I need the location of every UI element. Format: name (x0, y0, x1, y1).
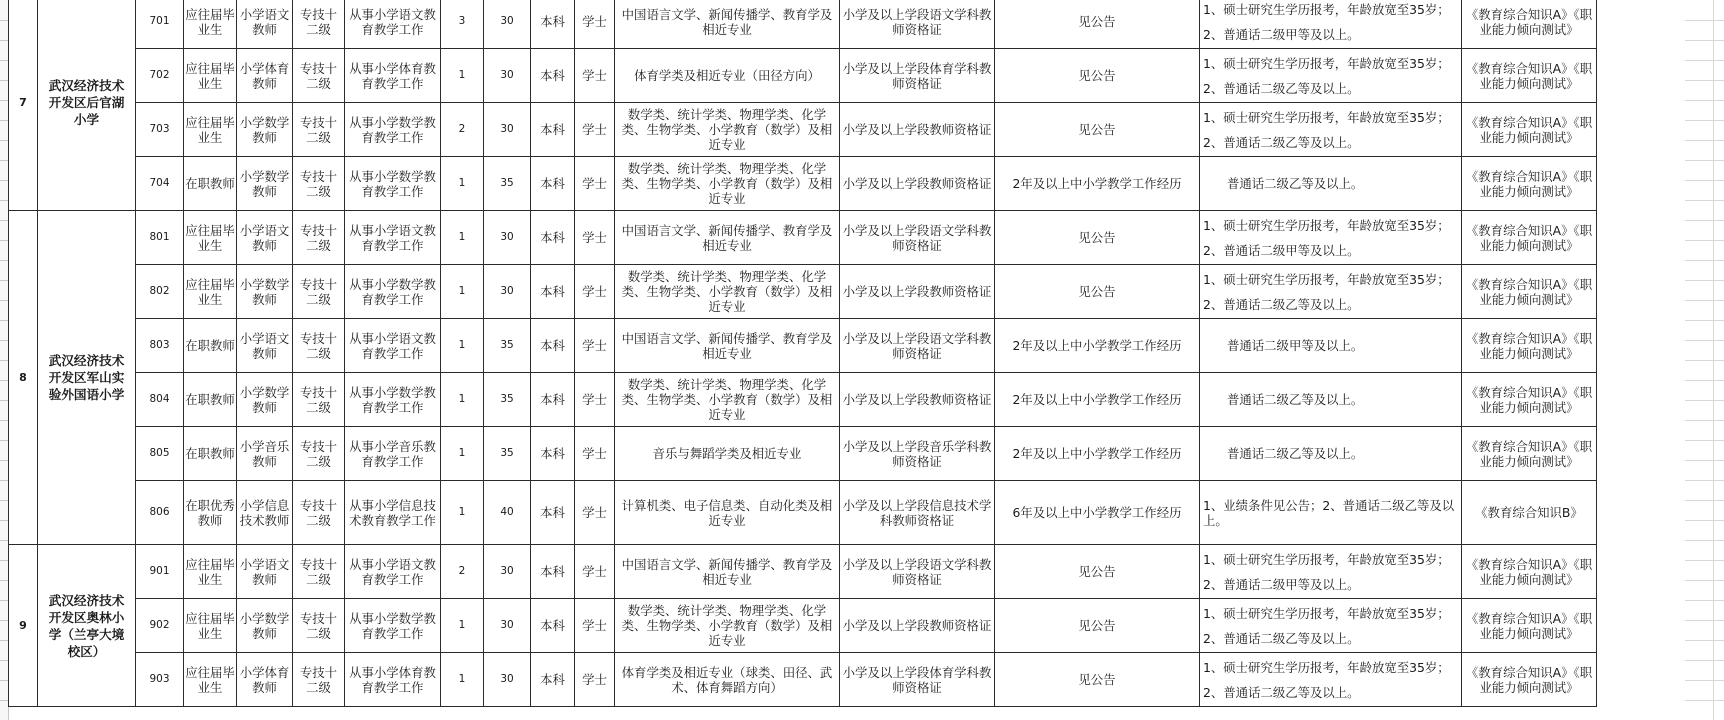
table-row (9, 319, 1686, 373)
code-cell: 901 (136, 545, 184, 599)
other-requirements-cell (1200, 545, 1462, 599)
education-cell: 本科 (531, 427, 575, 481)
major-cell: 数学类、统计学类、物理学类、化学类、生物学类、小学教育（数学）及相近专业 (615, 373, 840, 427)
work-content-cell: 从事小学语文教育教学工作 (345, 319, 441, 373)
requirement-line-1: 1、硕士研究生学历报考，年龄放宽至35岁； (1203, 109, 1450, 125)
education-cell: 本科 (531, 481, 575, 545)
category-cell: 在职教师 (184, 373, 237, 427)
experience-cell: 见公告 (995, 0, 1200, 49)
level-cell: 专技十二级 (293, 265, 345, 319)
degree-cell: 学士 (575, 211, 615, 265)
post-name-cell: 小学语文教师 (237, 545, 293, 599)
requirement-line-1: 1、硕士研究生学历报考，年龄放宽至35岁； (1203, 1, 1450, 17)
table-row (9, 427, 1686, 481)
requirement-line-2: 2、普通话二级乙等及以上。 (1203, 134, 1360, 150)
school-name-cell: 武汉经济技术开发区后官湖小学 (38, 0, 136, 211)
table-row (9, 211, 1686, 265)
certificate-cell: 小学及以上学段体育学科教师资格证 (840, 49, 995, 103)
exam-subject-cell: 《教育综合知识A》《职业能力倾向测试》 (1462, 103, 1597, 157)
certificate-cell: 小学及以上学段教师资格证 (840, 265, 995, 319)
experience-cell: 2年及以上中小学教学工作经历 (995, 427, 1200, 481)
certificate-cell: 小学及以上学段信息技术学科教师资格证 (840, 481, 995, 545)
experience-cell: 见公告 (995, 211, 1200, 265)
work-content-cell: 从事小学信息技术教育教学工作 (345, 481, 441, 545)
age-limit-cell: 35 (484, 157, 531, 211)
work-content-cell: 从事小学数学教育教学工作 (345, 265, 441, 319)
experience-cell: 2年及以上中小学教学工作经历 (995, 157, 1200, 211)
count-cell: 1 (441, 653, 484, 707)
education-cell: 本科 (531, 103, 575, 157)
work-content-cell: 从事小学数学教育教学工作 (345, 373, 441, 427)
count-cell: 2 (441, 545, 484, 599)
code-cell: 804 (136, 373, 184, 427)
age-limit-cell: 30 (484, 545, 531, 599)
certificate-cell: 小学及以上学段音乐学科教师资格证 (840, 427, 995, 481)
code-cell: 702 (136, 49, 184, 103)
exam-subject-cell: 《教育综合知识A》《职业能力倾向测试》 (1462, 211, 1597, 265)
experience-cell: 见公告 (995, 545, 1200, 599)
school-name-cell: 武汉经济技术开发区军山实验外国语小学 (38, 211, 136, 545)
post-name-cell: 小学语文教师 (237, 319, 293, 373)
age-limit-cell: 30 (484, 211, 531, 265)
level-cell: 专技十二级 (293, 103, 345, 157)
education-cell: 本科 (531, 49, 575, 103)
category-cell: 应往届毕业生 (184, 265, 237, 319)
code-cell: 902 (136, 599, 184, 653)
major-cell: 数学类、统计学类、物理学类、化学类、生物学类、小学教育（数学）及相近专业 (615, 599, 840, 653)
post-name-cell: 小学语文教师 (237, 211, 293, 265)
age-limit-cell: 35 (484, 319, 531, 373)
degree-cell: 学士 (575, 319, 615, 373)
requirement-line-2: 2、普通话二级乙等及以上。 (1203, 80, 1360, 96)
other-requirements-cell (1200, 653, 1462, 707)
other-requirements-cell (1200, 49, 1462, 103)
certificate-cell: 小学及以上学段语文学科教师资格证 (840, 545, 995, 599)
code-cell: 701 (136, 0, 184, 49)
degree-cell: 学士 (575, 0, 615, 49)
education-cell: 本科 (531, 373, 575, 427)
degree-cell: 学士 (575, 157, 615, 211)
category-cell: 在职教师 (184, 157, 237, 211)
table-row (9, 599, 1686, 653)
certificate-cell: 小学及以上学段语文学科教师资格证 (840, 211, 995, 265)
code-cell: 704 (136, 157, 184, 211)
other-requirements-cell: 普通话二级乙等及以上。 (1200, 373, 1462, 427)
degree-cell: 学士 (575, 103, 615, 157)
education-cell: 本科 (531, 157, 575, 211)
major-cell: 中国语言文学、新闻传播学、教育学及相近专业 (615, 0, 840, 49)
experience-cell: 6年及以上中小学教学工作经历 (995, 481, 1200, 545)
exam-subject-cell: 《教育综合知识A》《职业能力倾向测试》 (1462, 0, 1597, 49)
post-name-cell: 小学数学教师 (237, 265, 293, 319)
certificate-cell: 小学及以上学段语文学科教师资格证 (840, 319, 995, 373)
other-requirements-cell (1200, 599, 1462, 653)
table-row (9, 157, 1686, 211)
level-cell: 专技十二级 (293, 373, 345, 427)
requirement-line-1: 1、硕士研究生学历报考，年龄放宽至35岁； (1203, 55, 1450, 71)
code-cell: 903 (136, 653, 184, 707)
table-row (9, 373, 1686, 427)
requirement-line-1: 1、硕士研究生学历报考，年龄放宽至35岁； (1203, 659, 1450, 675)
requirement-line-1: 1、硕士研究生学历报考，年龄放宽至35岁； (1203, 551, 1450, 567)
post-name-cell: 小学体育教师 (237, 49, 293, 103)
other-requirements-cell: 普通话二级甲等及以上。 (1200, 319, 1462, 373)
requirement-line-2: 2、普通话二级乙等及以上。 (1203, 684, 1360, 700)
level-cell: 专技十二级 (293, 211, 345, 265)
category-cell: 应往届毕业生 (184, 211, 237, 265)
level-cell: 专技十二级 (293, 481, 345, 545)
exam-subject-cell: 《教育综合知识A》《职业能力倾向测试》 (1462, 427, 1597, 481)
work-content-cell: 从事小学体育教育教学工作 (345, 49, 441, 103)
certificate-cell: 小学及以上学段教师资格证 (840, 599, 995, 653)
count-cell: 1 (441, 265, 484, 319)
group-index-cell: 7 (9, 0, 38, 211)
age-limit-cell: 30 (484, 103, 531, 157)
work-content-cell: 从事小学数学教育教学工作 (345, 157, 441, 211)
experience-cell: 见公告 (995, 599, 1200, 653)
degree-cell: 学士 (575, 599, 615, 653)
education-cell: 本科 (531, 211, 575, 265)
requirement-line-2: 2、普通话二级乙等及以上。 (1203, 630, 1360, 646)
count-cell: 1 (441, 211, 484, 265)
code-cell: 806 (136, 481, 184, 545)
post-name-cell: 小学数学教师 (237, 373, 293, 427)
count-cell: 1 (441, 373, 484, 427)
category-cell: 在职教师 (184, 319, 237, 373)
work-content-cell: 从事小学语文教育教学工作 (345, 0, 441, 49)
school-name-cell: 武汉经济技术开发区奥林小学（兰亭大境校区） (38, 545, 136, 707)
requirement-line-1: 1、硕士研究生学历报考，年龄放宽至35岁； (1203, 217, 1450, 233)
count-cell: 1 (441, 49, 484, 103)
other-requirements-cell: 1、业绩条件见公告；2、普通话二级乙等及以上。 (1200, 481, 1462, 545)
experience-cell: 见公告 (995, 103, 1200, 157)
table-row (9, 265, 1686, 319)
major-cell: 音乐与舞蹈学类及相近专业 (615, 427, 840, 481)
age-limit-cell: 30 (484, 265, 531, 319)
exam-subject-cell: 《教育综合知识A》《职业能力倾向测试》 (1462, 265, 1597, 319)
table-row (9, 545, 1686, 599)
certificate-cell: 小学及以上学段体育学科教师资格证 (840, 653, 995, 707)
experience-cell: 见公告 (995, 653, 1200, 707)
table-row (9, 49, 1686, 103)
age-limit-cell: 40 (484, 481, 531, 545)
post-name-cell: 小学数学教师 (237, 103, 293, 157)
category-cell: 应往届毕业生 (184, 599, 237, 653)
other-requirements-cell: 普通话二级乙等及以上。 (1200, 427, 1462, 481)
exam-subject-cell: 《教育综合知识A》《职业能力倾向测试》 (1462, 545, 1597, 599)
work-content-cell: 从事小学语文教育教学工作 (345, 211, 441, 265)
degree-cell: 学士 (575, 427, 615, 481)
major-cell: 体育学类及相近专业（田径方向） (615, 49, 840, 103)
exam-subject-cell: 《教育综合知识B》 (1462, 481, 1597, 545)
age-limit-cell: 30 (484, 653, 531, 707)
major-cell: 数学类、统计学类、物理学类、化学类、生物学类、小学教育（数学）及相近专业 (615, 157, 840, 211)
post-name-cell: 小学体育教师 (237, 653, 293, 707)
certificate-cell: 小学及以上学段教师资格证 (840, 157, 995, 211)
code-cell: 805 (136, 427, 184, 481)
category-cell: 在职优秀教师 (184, 481, 237, 545)
requirement-line-1: 1、硕士研究生学历报考，年龄放宽至35岁； (1203, 271, 1450, 287)
work-content-cell: 从事小学数学教育教学工作 (345, 599, 441, 653)
exam-subject-cell: 《教育综合知识A》《职业能力倾向测试》 (1462, 373, 1597, 427)
code-cell: 703 (136, 103, 184, 157)
education-cell: 本科 (531, 0, 575, 49)
degree-cell: 学士 (575, 265, 615, 319)
level-cell: 专技十二级 (293, 545, 345, 599)
other-requirements-cell: 普通话二级乙等及以上。 (1200, 157, 1462, 211)
level-cell: 专技十二级 (293, 157, 345, 211)
category-cell: 在职教师 (184, 427, 237, 481)
level-cell: 专技十二级 (293, 49, 345, 103)
level-cell: 专技十二级 (293, 0, 345, 49)
experience-cell: 2年及以上中小学教学工作经历 (995, 373, 1200, 427)
major-cell: 计算机类、电子信息类、自动化类及相近专业 (615, 481, 840, 545)
category-cell: 应往届毕业生 (184, 49, 237, 103)
education-cell: 本科 (531, 653, 575, 707)
age-limit-cell: 35 (484, 427, 531, 481)
exam-subject-cell: 《教育综合知识A》《职业能力倾向测试》 (1462, 599, 1597, 653)
other-requirements-cell (1200, 0, 1462, 49)
age-limit-cell: 30 (484, 599, 531, 653)
experience-cell: 见公告 (995, 265, 1200, 319)
exam-subject-cell: 《教育综合知识A》《职业能力倾向测试》 (1462, 319, 1597, 373)
degree-cell: 学士 (575, 49, 615, 103)
count-cell: 1 (441, 427, 484, 481)
table-body (9, 0, 1686, 707)
degree-cell: 学士 (575, 545, 615, 599)
count-cell: 1 (441, 319, 484, 373)
exam-subject-cell: 《教育综合知识A》《职业能力倾向测试》 (1462, 653, 1597, 707)
category-cell: 应往届毕业生 (184, 0, 237, 49)
work-content-cell: 从事小学数学教育教学工作 (345, 103, 441, 157)
major-cell: 体育学类及相近专业（球类、田径、武术、体育舞蹈方向） (615, 653, 840, 707)
level-cell: 专技十二级 (293, 427, 345, 481)
level-cell: 专技十二级 (293, 653, 345, 707)
degree-cell: 学士 (575, 653, 615, 707)
post-name-cell: 小学语文教师 (237, 0, 293, 49)
work-content-cell: 从事小学音乐教育教学工作 (345, 427, 441, 481)
post-name-cell: 小学信息技术教师 (237, 481, 293, 545)
other-requirements-cell (1200, 211, 1462, 265)
code-cell: 801 (136, 211, 184, 265)
count-cell: 1 (441, 481, 484, 545)
count-cell: 3 (441, 0, 484, 49)
work-content-cell: 从事小学语文教育教学工作 (345, 545, 441, 599)
category-cell: 应往届毕业生 (184, 103, 237, 157)
post-name-cell: 小学数学教师 (237, 157, 293, 211)
count-cell: 1 (441, 599, 484, 653)
category-cell: 应往届毕业生 (184, 545, 237, 599)
work-content-cell: 从事小学体育教育教学工作 (345, 653, 441, 707)
post-name-cell: 小学数学教师 (237, 599, 293, 653)
requirement-line-2: 2、普通话二级甲等及以上。 (1203, 242, 1360, 258)
requirement-line-1: 1、硕士研究生学历报考，年龄放宽至35岁； (1203, 605, 1450, 621)
group-index-cell: 8 (9, 211, 38, 545)
major-cell: 中国语言文学、新闻传播学、教育学及相近专业 (615, 545, 840, 599)
education-cell: 本科 (531, 599, 575, 653)
other-requirements-cell (1200, 265, 1462, 319)
major-cell: 中国语言文学、新闻传播学、教育学及相近专业 (615, 319, 840, 373)
exam-subject-cell: 《教育综合知识A》《职业能力倾向测试》 (1462, 49, 1597, 103)
post-name-cell: 小学音乐教师 (237, 427, 293, 481)
exam-subject-cell: 《教育综合知识A》《职业能力倾向测试》 (1462, 157, 1597, 211)
category-cell: 应往届毕业生 (184, 653, 237, 707)
other-requirements-cell (1200, 103, 1462, 157)
degree-cell: 学士 (575, 373, 615, 427)
education-cell: 本科 (531, 545, 575, 599)
recruitment-table (8, 0, 1686, 707)
level-cell: 专技十二级 (293, 599, 345, 653)
requirement-line-2: 2、普通话二级甲等及以上。 (1203, 576, 1360, 592)
requirement-line-2: 2、普通话二级甲等及以上。 (1203, 26, 1360, 42)
table-row (9, 481, 1686, 545)
education-cell: 本科 (531, 265, 575, 319)
age-limit-cell: 35 (484, 373, 531, 427)
certificate-cell: 小学及以上学段教师资格证 (840, 373, 995, 427)
count-cell: 2 (441, 103, 484, 157)
empty-sheet-area (1685, 0, 1724, 720)
code-cell: 802 (136, 265, 184, 319)
major-cell: 数学类、统计学类、物理学类、化学类、生物学类、小学教育（数学）及相近专业 (615, 103, 840, 157)
experience-cell: 2年及以上中小学教学工作经历 (995, 319, 1200, 373)
education-cell: 本科 (531, 319, 575, 373)
code-cell: 803 (136, 319, 184, 373)
count-cell: 1 (441, 157, 484, 211)
table-row (9, 0, 1686, 49)
age-limit-cell: 30 (484, 49, 531, 103)
experience-cell: 见公告 (995, 49, 1200, 103)
level-cell: 专技十二级 (293, 319, 345, 373)
major-cell: 中国语言文学、新闻传播学、教育学及相近专业 (615, 211, 840, 265)
major-cell: 数学类、统计学类、物理学类、化学类、生物学类、小学教育（数学）及相近专业 (615, 265, 840, 319)
certificate-cell: 小学及以上学段教师资格证 (840, 103, 995, 157)
requirement-line-2: 2、普通话二级乙等及以上。 (1203, 296, 1360, 312)
certificate-cell: 小学及以上学段语文学科教师资格证 (840, 0, 995, 49)
table-row (9, 653, 1686, 707)
group-index-cell: 9 (9, 545, 38, 707)
age-limit-cell: 30 (484, 0, 531, 49)
degree-cell: 学士 (575, 481, 615, 545)
table-row (9, 103, 1686, 157)
